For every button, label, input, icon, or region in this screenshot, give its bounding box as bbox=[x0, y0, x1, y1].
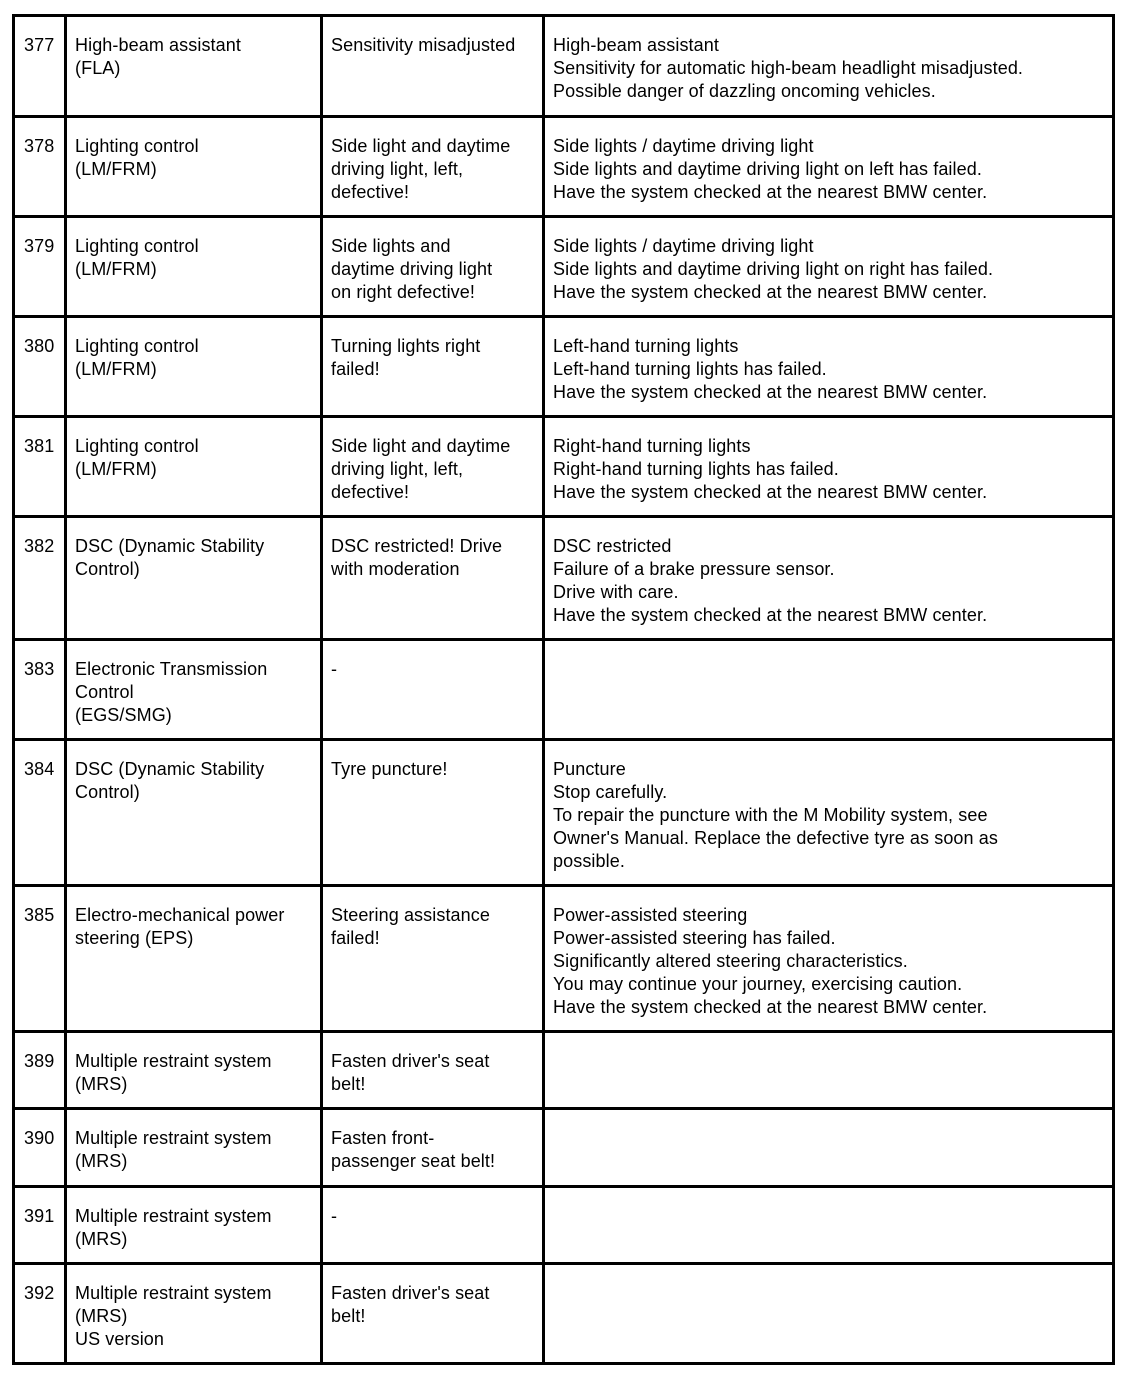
source-line: DSC (Dynamic Stability bbox=[75, 759, 265, 779]
source-line: (MRS) bbox=[75, 1306, 128, 1326]
message-line: defective! bbox=[331, 482, 410, 502]
table-row bbox=[14, 1109, 1114, 1187]
source-line: (LM/FRM) bbox=[75, 159, 157, 179]
table-row bbox=[14, 217, 1114, 317]
details-cell bbox=[544, 1187, 1114, 1264]
source-line: (LM/FRM) bbox=[75, 359, 157, 379]
table-row bbox=[14, 1264, 1114, 1364]
details-line: Drive with care. bbox=[553, 582, 679, 602]
details-cell bbox=[544, 640, 1114, 740]
table-row bbox=[14, 1187, 1114, 1264]
code-number-cell bbox=[14, 417, 66, 517]
source-line: Multiple restraint system bbox=[75, 1051, 272, 1071]
code-number-cell bbox=[14, 117, 66, 217]
source-line: DSC (Dynamic Stability bbox=[75, 536, 265, 556]
details-line: You may continue your journey, exercising caution. bbox=[553, 974, 963, 994]
message-cell bbox=[322, 1264, 544, 1364]
message-cell bbox=[322, 217, 544, 317]
source-cell bbox=[66, 317, 322, 417]
message-cell bbox=[322, 517, 544, 640]
details-line: Have the system checked at the nearest BMW center. bbox=[553, 382, 988, 402]
source-cell bbox=[66, 640, 322, 740]
source-cell bbox=[66, 740, 322, 886]
source-line: Control) bbox=[75, 782, 140, 802]
table-body bbox=[14, 16, 1114, 1364]
message-cell bbox=[322, 317, 544, 417]
message-line: DSC restricted! Drive bbox=[331, 536, 503, 556]
source-line: Multiple restraint system bbox=[75, 1206, 272, 1226]
message-line: Turning lights right bbox=[331, 336, 481, 356]
message-line: daytime driving light bbox=[331, 259, 493, 279]
code-number-cell bbox=[14, 1109, 66, 1187]
source-cell bbox=[66, 117, 322, 217]
message-line: Fasten driver's seat bbox=[331, 1051, 490, 1071]
details-line: Left-hand turning lights has failed. bbox=[553, 359, 827, 379]
message-line: Fasten driver's seat bbox=[331, 1283, 490, 1303]
source-line: Electro-mechanical power bbox=[75, 905, 285, 925]
message-cell bbox=[322, 1187, 544, 1264]
message-line: with moderation bbox=[331, 559, 460, 579]
code-number-cell bbox=[14, 517, 66, 640]
message-line: - bbox=[331, 1206, 338, 1226]
table-row bbox=[14, 740, 1114, 886]
source-line: Control) bbox=[75, 559, 140, 579]
details-line: Failure of a brake pressure sensor. bbox=[553, 559, 835, 579]
source-cell bbox=[66, 1032, 322, 1109]
details-cell bbox=[544, 517, 1114, 640]
message-line: Sensitivity misadjusted bbox=[331, 35, 516, 55]
source-line: Multiple restraint system bbox=[75, 1128, 272, 1148]
source-line: High-beam assistant bbox=[75, 35, 241, 55]
source-line: (LM/FRM) bbox=[75, 259, 157, 279]
code-number: 389 bbox=[24, 1051, 55, 1071]
details-line: DSC restricted bbox=[553, 536, 672, 556]
source-line: Lighting control bbox=[75, 336, 199, 356]
details-line: Have the system checked at the nearest BMW center. bbox=[553, 482, 988, 502]
details-cell bbox=[544, 740, 1114, 886]
message-line: failed! bbox=[331, 928, 380, 948]
source-line: Lighting control bbox=[75, 436, 199, 456]
source-line: Multiple restraint system bbox=[75, 1283, 272, 1303]
message-line: Steering assistance bbox=[331, 905, 490, 925]
message-line: defective! bbox=[331, 182, 410, 202]
table-row bbox=[14, 640, 1114, 740]
details-line: Have the system checked at the nearest BMW center. bbox=[553, 182, 988, 202]
message-cell bbox=[322, 417, 544, 517]
code-number-cell bbox=[14, 217, 66, 317]
source-line: Control bbox=[75, 682, 134, 702]
table-row bbox=[14, 1032, 1114, 1109]
details-line: Right-hand turning lights has failed. bbox=[553, 459, 839, 479]
details-line: Side lights and daytime driving light on right has failed. bbox=[553, 259, 994, 279]
message-cell bbox=[322, 740, 544, 886]
code-number-cell bbox=[14, 1032, 66, 1109]
message-line: driving light, left, bbox=[331, 159, 464, 179]
code-number: 385 bbox=[24, 905, 55, 925]
code-number-cell bbox=[14, 740, 66, 886]
code-number: 391 bbox=[24, 1206, 55, 1226]
source-line: (FLA) bbox=[75, 58, 121, 78]
code-number-cell bbox=[14, 1187, 66, 1264]
details-line: Puncture bbox=[553, 759, 626, 779]
message-line: passenger seat belt! bbox=[331, 1151, 496, 1171]
message-line: on right defective! bbox=[331, 282, 475, 302]
source-line: steering (EPS) bbox=[75, 928, 194, 948]
details-cell bbox=[544, 1264, 1114, 1364]
details-cell bbox=[544, 417, 1114, 517]
message-line: failed! bbox=[331, 359, 380, 379]
table-row bbox=[14, 317, 1114, 417]
details-cell bbox=[544, 317, 1114, 417]
table-row bbox=[14, 517, 1114, 640]
details-line: Have the system checked at the nearest BMW center. bbox=[553, 605, 988, 625]
details-line: Side lights and daytime driving light on left has failed. bbox=[553, 159, 982, 179]
table-row bbox=[14, 117, 1114, 217]
details-line: Sensitivity for automatic high-beam headlight misadjusted. bbox=[553, 58, 1024, 78]
source-cell bbox=[66, 16, 322, 117]
details-cell bbox=[544, 1032, 1114, 1109]
message-line: belt! bbox=[331, 1306, 366, 1326]
message-cell bbox=[322, 886, 544, 1032]
source-line: (MRS) bbox=[75, 1229, 128, 1249]
details-line: Power-assisted steering has failed. bbox=[553, 928, 836, 948]
code-number: 381 bbox=[24, 436, 55, 456]
source-line: Electronic Transmission bbox=[75, 659, 268, 679]
message-cell bbox=[322, 640, 544, 740]
source-cell bbox=[66, 217, 322, 317]
source-cell bbox=[66, 517, 322, 640]
details-line: Side lights / daytime driving light bbox=[553, 236, 814, 256]
code-number-cell bbox=[14, 640, 66, 740]
details-line: Side lights / daytime driving light bbox=[553, 136, 814, 156]
source-cell bbox=[66, 1264, 322, 1364]
message-line: - bbox=[331, 659, 338, 679]
code-number: 392 bbox=[24, 1283, 55, 1303]
message-line: Side light and daytime bbox=[331, 136, 511, 156]
code-number-cell bbox=[14, 16, 66, 117]
details-cell bbox=[544, 16, 1114, 117]
code-number: 379 bbox=[24, 236, 55, 256]
code-number: 378 bbox=[24, 136, 55, 156]
source-line: US version bbox=[75, 1329, 165, 1349]
source-line: Lighting control bbox=[75, 236, 199, 256]
source-cell bbox=[66, 886, 322, 1032]
details-line: Have the system checked at the nearest BMW center. bbox=[553, 997, 988, 1017]
details-line: Right-hand turning lights bbox=[553, 436, 751, 456]
table-row bbox=[14, 16, 1114, 117]
message-line: Side lights and bbox=[331, 236, 451, 256]
check-control-table bbox=[12, 14, 1115, 1365]
source-line: (LM/FRM) bbox=[75, 459, 157, 479]
code-number-cell bbox=[14, 1264, 66, 1364]
details-line: Owner's Manual. Replace the defective tyre as soon as bbox=[553, 828, 998, 848]
details-line: Left-hand turning lights bbox=[553, 336, 739, 356]
details-cell bbox=[544, 217, 1114, 317]
code-number: 382 bbox=[24, 536, 55, 556]
details-line: Significantly altered steering characteristics. bbox=[553, 951, 908, 971]
table-row bbox=[14, 417, 1114, 517]
source-line: (MRS) bbox=[75, 1074, 128, 1094]
source-line: Lighting control bbox=[75, 136, 199, 156]
message-cell bbox=[322, 16, 544, 117]
source-line: (EGS/SMG) bbox=[75, 705, 172, 725]
source-line: (MRS) bbox=[75, 1151, 128, 1171]
message-line: belt! bbox=[331, 1074, 366, 1094]
details-line: Possible danger of dazzling oncoming vehicles. bbox=[553, 81, 936, 101]
details-cell bbox=[544, 1109, 1114, 1187]
source-cell bbox=[66, 1187, 322, 1264]
message-cell bbox=[322, 117, 544, 217]
code-number: 383 bbox=[24, 659, 55, 679]
details-line: High-beam assistant bbox=[553, 35, 719, 55]
details-line: Power-assisted steering bbox=[553, 905, 748, 925]
source-cell bbox=[66, 417, 322, 517]
code-number-cell bbox=[14, 317, 66, 417]
code-number: 380 bbox=[24, 336, 55, 356]
details-line: possible. bbox=[553, 851, 625, 871]
code-number-cell bbox=[14, 886, 66, 1032]
message-cell bbox=[322, 1109, 544, 1187]
details-cell bbox=[544, 117, 1114, 217]
message-line: Fasten front- bbox=[331, 1128, 435, 1148]
source-cell bbox=[66, 1109, 322, 1187]
message-line: Side light and daytime bbox=[331, 436, 511, 456]
code-number: 377 bbox=[24, 35, 55, 55]
code-number: 384 bbox=[24, 759, 55, 779]
details-line: Stop carefully. bbox=[553, 782, 668, 802]
details-cell bbox=[544, 886, 1114, 1032]
code-number: 390 bbox=[24, 1128, 55, 1148]
details-line: To repair the puncture with the M Mobility system, see bbox=[553, 805, 988, 825]
message-line: Tyre puncture! bbox=[331, 759, 448, 779]
message-cell bbox=[322, 1032, 544, 1109]
table-row bbox=[14, 886, 1114, 1032]
message-line: driving light, left, bbox=[331, 459, 464, 479]
details-line: Have the system checked at the nearest BMW center. bbox=[553, 282, 988, 302]
